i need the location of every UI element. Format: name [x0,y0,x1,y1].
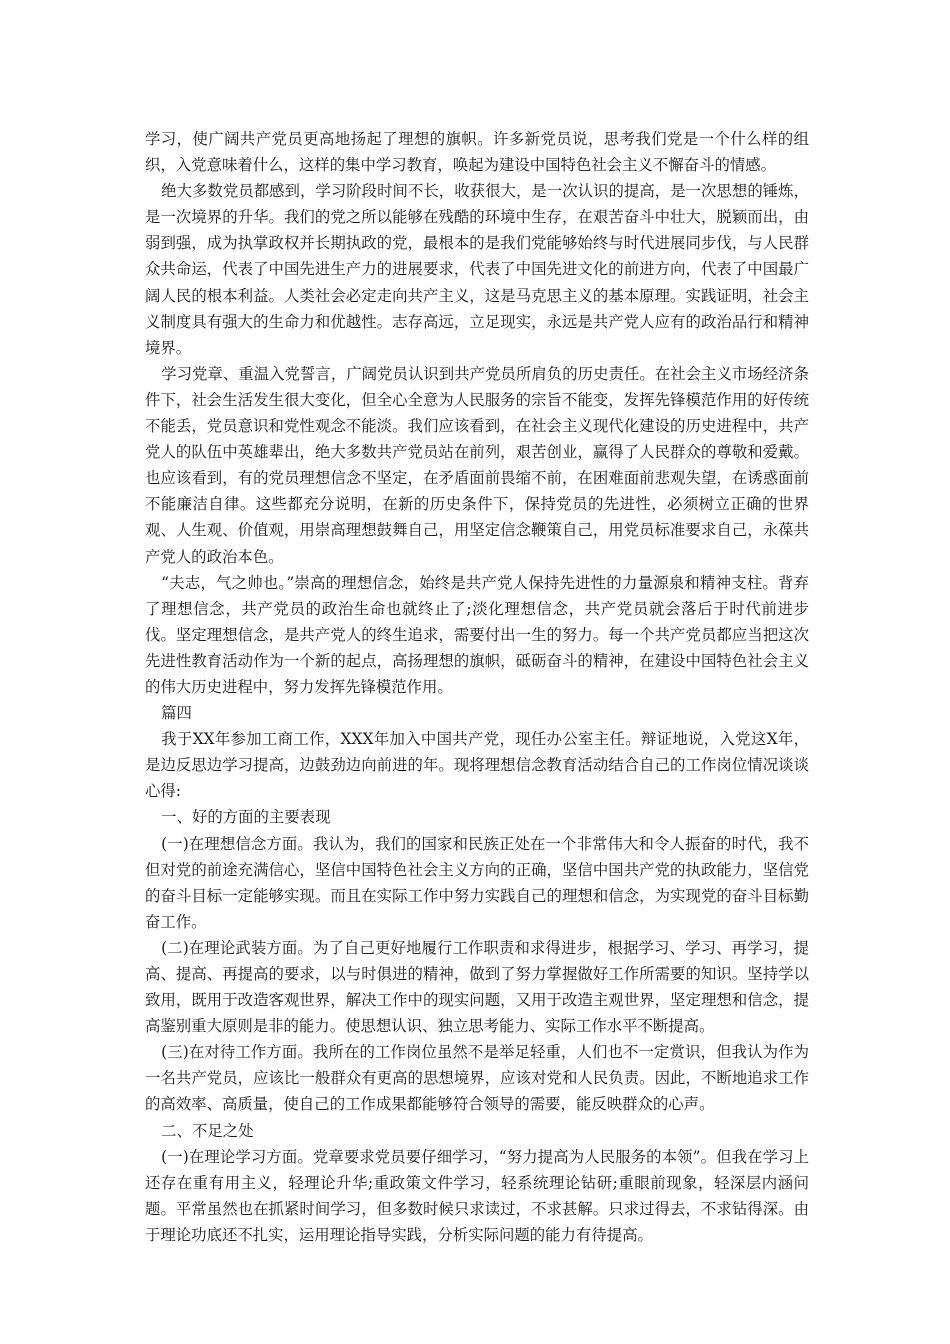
paragraph-1: 学习，使广阔共产党员更高地扬起了理想的旗帜。许多新党员说，思考我们党是一个什么样的组织，入党意味着什么，这样的集中学习教育，唤起为建设中国特色社会主义不懈奋斗的情感。 [145,130,809,175]
subheading-shortcomings: 二、不足之处 [161,1121,254,1140]
paragraph-8: (一)在理想信念方面。我认为，我们的国家和民族正处在一个非常伟大和令人振奋的时代，我不但对党的前途充满信心，坚信中国特色社会主义方向的正确，坚信中国共产党的执政能力，坚信党的奋斗目标一定能够实现。而且在实际工作中努力实践自己的理想和信念，为实现党的奋斗目标勤奋工作。 [145,834,809,931]
paragraph-2: 绝大多数党员都感到，学习阶段时间不长，收获很大，是一次认识的提高，是一次思想的锤炼，是一次境界的升华。我们的党之所以能够在残酷的环境中生存，在艰苦奋斗中壮大，脱颖而出，由弱到强，成为执掌政权并长期执政的党，最根本的是我们党能够始终与时代进展同步伐，与人民群众共命运，代表了中国先进生产力的进展要求，代表了中国先进文化的前进方向，代表了中国最广阔人民的根本利益。人类社会必定走向共产主义，这是马克思主义的基本原理。实践证明，社会主义制度具有强大的生命力和优越性。志存高远，立足现实，永远是共产党人应有的政治品行和精神境界。 [145,182,809,357]
section-heading-pian-si: 篇四 [161,704,192,723]
paragraph-12: (一)在理论学习方面。党章要求党员要仔细学习，“努力提高为人民服务的本领”。但我在学习上还存在重有用主义，轻理论升华;重政策文件学习，轻系统理论钻研;重眼前现象，轻深层内涵问题。平常虽然也在抓紧时间学习，但多数时候只求读过，不求甚解。只求过得去，不求钻得深。由于理论功底还不扎实，运用理论指导实践，分析实际问题的能力有待提高。 [145,1147,809,1244]
paragraph-6: 我于XX年参加工商工作，XXX年加入中国共产党，现任办公室主任。辩证地说，入党这X年，是边反思边学习提高，边鼓劲边向前进的年。现将理想信念教育活动结合自己的工作岗位情况谈谈心得: [145,730,809,801]
paragraph-9: (二)在理论武装方面。为了自己更好地履行工作职责和求得进步，根据学习、学习、再学习，提高、提高、再提高的要求，以与时俱进的精神，做到了努力掌握做好工作所需要的知识。坚持学以致用，既用于改造客观世界，解决工作中的现实问题，又用于改造主观世界，坚定理想和信念，提高鉴别重大原则是非的能力。使思想认识、独立思考能力、实际工作水平不断提高。 [145,938,809,1036]
document-body [145,126,809,1248]
subheading-good-aspects: 一、好的方面的主要表现 [161,808,331,827]
paragraph-4: “夫志，气之帅也。”崇高的理想信念，始终是共产党人保持先进性的力量源泉和精神支柱。背弃了理想信念，共产党员的政治生命也就终止了;淡化理想信念，共产党员就会落后于时代前进步伐。坚定理想信念，是共产党人的终生追求，需要付出一生的努力。每一个共产党员都应当把这次先进性教育活动作为一个新的起点，高扬理想的旗帜，砥砺奋斗的精神，在建设中国特色社会主义的伟大历史进程中，努力发挥先锋模范作用。 [145,573,809,696]
paragraph-3: 学习党章、重温入党誓言，广阔党员认识到共产党员所肩负的历史责任。在社会主义市场经济条件下，社会生活发生很大变化，但全心全意为人民服务的宗旨不能变，发挥先锋模范作用的好传统不能丢，党员意识和党性观念不能淡。我们应该看到，在社会主义现代化建设的历史进程中，共产党人的队伍中英雄辈出，绝大多数共产党员站在前列，艰苦创业，赢得了人民群众的尊敬和爱戴。也应该看到，有的党员理想信念不坚定，在矛盾面前畏缩不前，在困难面前悲观失望，在诱惑面前不能廉洁自律。这些都充分说明，在新的历史条件下，保持党员的先进性，必须树立正确的世界观、人生观、价值观，用崇高理想鼓舞自己，用坚定信念鞭策自己，用党员标准要求自己，永葆共产党人的政治本色。 [145,364,809,566]
paragraph-10: (三)在对待工作方面。我所在的工作岗位虽然不是举足轻重，人们也不一定赏识，但我认为作为一名共产党员，应该比一般群众有更高的思想境界，应该对党和人民负责。因此，不断地追求工作的高效率、高质量，使自己的工作成果都能够符合领导的需要，能反映群众的心声。 [145,1043,809,1114]
